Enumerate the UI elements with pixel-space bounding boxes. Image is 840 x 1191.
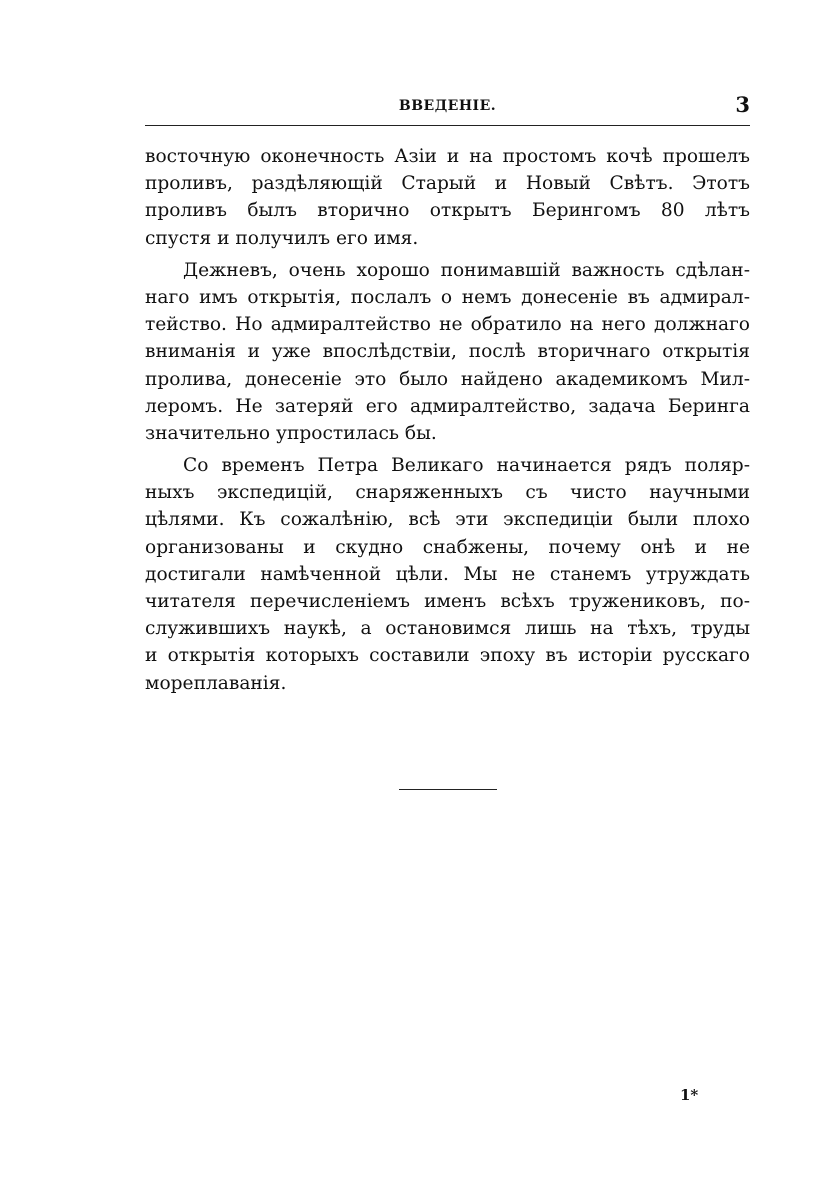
text-line: тейство. Но адмиралтейство не обратило на него должнаго xyxy=(145,314,750,336)
text-line: ныхъ экспедицій, снаряженныхъ съ чисто научными xyxy=(145,482,750,504)
paragraph xyxy=(145,452,750,697)
text-line: организованы и скудно снабжены, почему онѣ и не xyxy=(145,536,750,558)
section-end-rule xyxy=(399,789,497,790)
running-header xyxy=(145,92,750,120)
text-line: служившихъ наукѣ, а остановимся лишь на тѣхъ, труды xyxy=(145,618,750,640)
paragraph xyxy=(145,257,750,447)
text-line: леромъ. Не затеряй его адмиралтейство, задача Беринга xyxy=(145,395,750,417)
header-rule xyxy=(145,125,750,126)
text-line: спустя и получилъ его имя. xyxy=(145,227,419,249)
text-line: и открытія которыхъ составили эпоху въ исторіи русскаго xyxy=(145,645,750,667)
body-text xyxy=(145,143,750,697)
text-line: восточную оконечность Азіи и на простомъ кочѣ прошелъ xyxy=(145,146,750,167)
text-line: вниманія и уже впослѣдствіи, послѣ вторичнаго открытія xyxy=(145,341,750,363)
running-title: ВВЕДЕНІЕ. xyxy=(398,98,497,114)
text-line: цѣлями. Къ сожалѣнію, всѣ эти экспедиціи были плохо xyxy=(145,509,750,531)
text-line: Со временъ Петра Великаго начинается рядъ поляр- xyxy=(183,455,750,477)
text-line: значительно упростилась бы. xyxy=(145,422,437,444)
text-line: пролива, донесеніе это было найдено академикомъ Мил- xyxy=(145,368,750,390)
text-line: мореплаванія. xyxy=(145,672,287,694)
text-line: наго имъ открытія, послалъ о немъ донесеніе въ адмирал- xyxy=(145,286,750,308)
text-line: достигали намѣченной цѣли. Мы не станемъ утруждать xyxy=(145,563,750,585)
paragraph xyxy=(145,143,750,252)
page-number: 3 xyxy=(735,92,750,117)
signature-mark: 1* xyxy=(680,1086,699,1104)
text-line: проливъ былъ вторично открытъ Берингомъ 80 лѣтъ xyxy=(145,200,750,222)
text-line: Дежневъ, очень хорошо понимавшій важность сдѣлан- xyxy=(183,259,750,281)
text-line: читателя перечисленіемъ именъ всѣхъ тружениковъ, по- xyxy=(145,591,750,612)
text-line: проливъ, раздѣляющій Старый и Новый Свѣтъ. Этотъ xyxy=(145,173,750,195)
